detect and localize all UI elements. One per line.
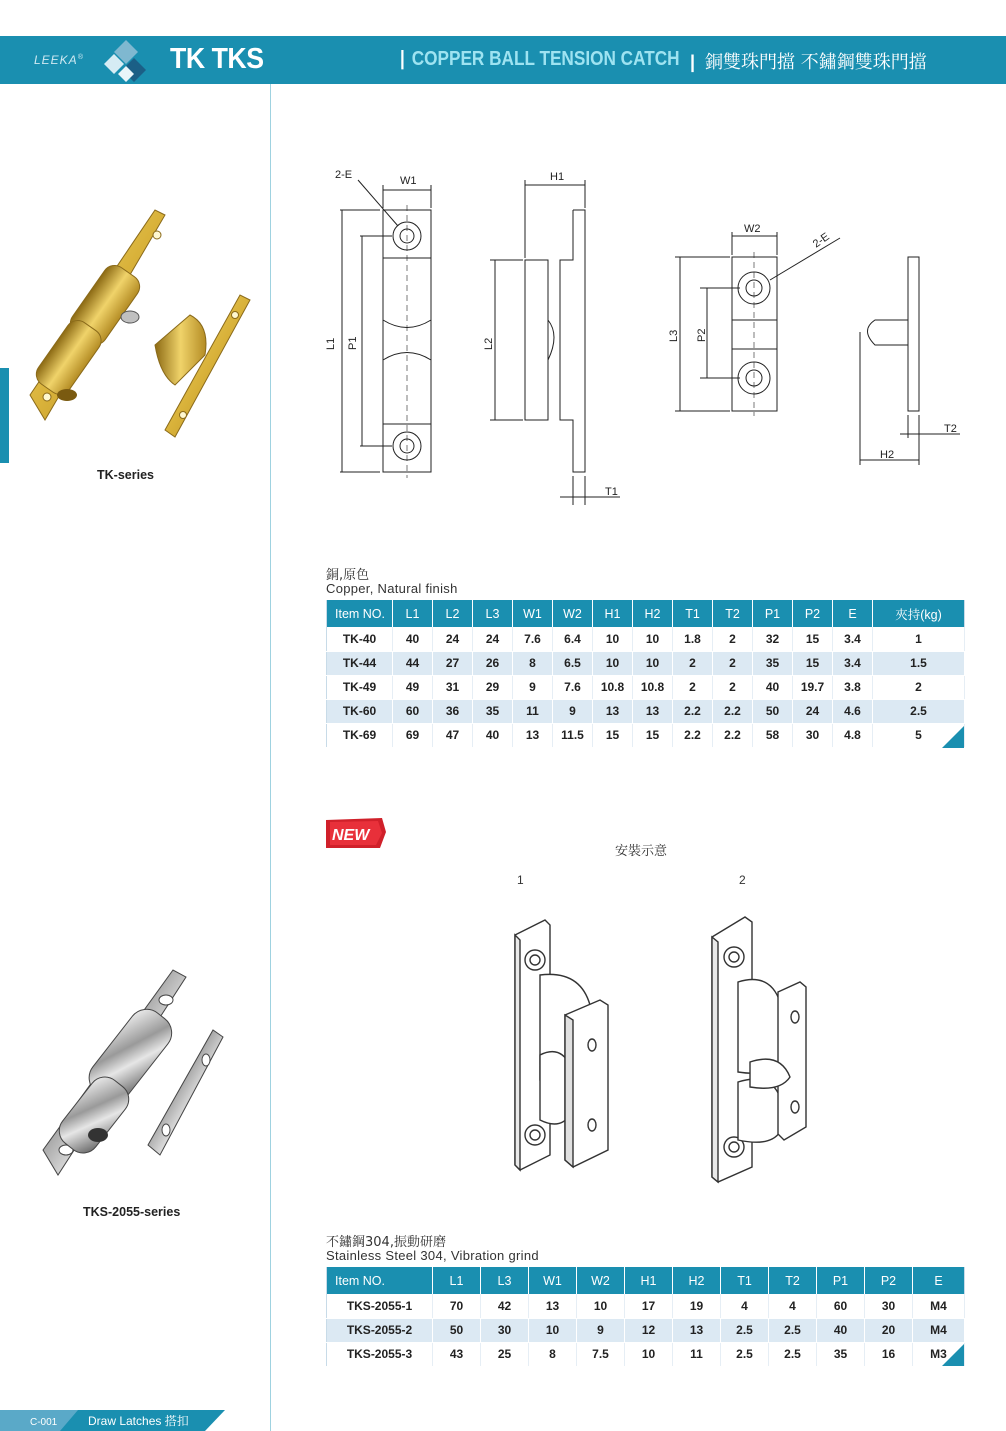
table-cell: 9 (577, 1318, 625, 1342)
table-cell: 20 (865, 1318, 913, 1342)
table-cell: 9 (553, 699, 593, 723)
table-cell: 60 (817, 1294, 865, 1318)
table-cell: 29 (473, 675, 513, 699)
table-cell: 4 (769, 1294, 817, 1318)
table-cell: 10 (593, 651, 633, 675)
table-cell: 2.5 (873, 699, 965, 723)
table-cell: 6.5 (553, 651, 593, 675)
table-row (327, 1342, 965, 1366)
table-cell: 15 (793, 651, 833, 675)
table-cell: 40 (393, 627, 433, 651)
new-badge (326, 818, 386, 850)
label-h2: H2 (880, 449, 895, 461)
table-cell: 42 (481, 1294, 529, 1318)
table-cell: 35 (817, 1342, 865, 1366)
table-cell: 2 (713, 627, 753, 651)
table-cell: 19.7 (793, 675, 833, 699)
table-cell: 5 (873, 723, 965, 747)
table-cell: 7.6 (513, 627, 553, 651)
table-cell: 1 (873, 627, 965, 651)
table-cell: 2 (873, 675, 965, 699)
label-w2: W2 (744, 223, 761, 235)
side-tab-marker (0, 368, 9, 463)
table-cell: 10.8 (593, 675, 633, 699)
label-h1: H1 (550, 171, 565, 183)
table-cell: 27 (433, 651, 473, 675)
table-cell: 15 (633, 723, 673, 747)
column-header: P2 (865, 1267, 913, 1294)
table-cell: 8 (513, 651, 553, 675)
column-header: P2 (793, 600, 833, 627)
table-cell: 11 (513, 699, 553, 723)
column-header: P1 (817, 1267, 865, 1294)
table-cell: 58 (753, 723, 793, 747)
install-diagram-1 (500, 915, 620, 1175)
table-cell: 2.5 (769, 1318, 817, 1342)
table-row (327, 627, 965, 651)
label-l1: L1 (325, 337, 337, 350)
tk-series-product-image (25, 205, 255, 440)
table-cell: 50 (433, 1318, 481, 1342)
column-header: T1 (673, 600, 713, 627)
table-cell: 6.4 (553, 627, 593, 651)
table-cell: 40 (817, 1318, 865, 1342)
table-cell: 11 (673, 1342, 721, 1366)
table-cell: 25 (481, 1342, 529, 1366)
column-header: E (833, 600, 873, 627)
column-header: T2 (713, 600, 753, 627)
label-p2: P2 (696, 328, 708, 342)
tk-series-label: TK-series (97, 468, 154, 482)
column-header: E (913, 1267, 965, 1294)
table-cell: 32 (753, 627, 793, 651)
table-cell: 19 (673, 1294, 721, 1318)
column-header: W2 (577, 1267, 625, 1294)
table-cell: 13 (633, 699, 673, 723)
table-cell: 35 (473, 699, 513, 723)
technical-drawing (320, 160, 980, 510)
table-cell: 3.4 (833, 651, 873, 675)
table-cell: TK-40 (327, 627, 393, 651)
table-cell: 2.2 (673, 723, 713, 747)
table-cell: 13 (529, 1294, 577, 1318)
brand-logo: LEEKA® (34, 53, 84, 67)
table-cell: 44 (393, 651, 433, 675)
table-cell: 30 (481, 1318, 529, 1342)
column-header: L1 (433, 1267, 481, 1294)
table-cell: 30 (865, 1294, 913, 1318)
table-row (327, 1294, 965, 1318)
column-header: Item NO. (327, 600, 393, 627)
table-cell: 10 (593, 627, 633, 651)
column-header: H2 (633, 600, 673, 627)
table-cell: 13 (513, 723, 553, 747)
table-cell: TKS-2055-1 (327, 1294, 433, 1318)
table-cell: 10 (633, 627, 673, 651)
table2-corner-mark (942, 1344, 964, 1366)
table-cell: 24 (793, 699, 833, 723)
column-header: Item NO. (327, 1267, 433, 1294)
table-cell: 26 (473, 651, 513, 675)
table-header-row (327, 1267, 965, 1294)
table-cell: 31 (433, 675, 473, 699)
table-cell: 7.6 (553, 675, 593, 699)
stainless-spec-table (326, 1267, 965, 1367)
table-cell: 2.5 (721, 1342, 769, 1366)
label-l2: L2 (483, 337, 495, 350)
table-row (327, 675, 965, 699)
table-cell: 50 (753, 699, 793, 723)
table-cell: 2 (673, 651, 713, 675)
table2-title-zh: 不鏽鋼304,振動研磨 (326, 1235, 446, 1250)
table-cell: TK-69 (327, 723, 393, 747)
label-w1: W1 (400, 175, 417, 187)
page-code: C-001 (30, 1417, 58, 1428)
table-cell: 7.5 (577, 1342, 625, 1366)
table-cell: 8 (529, 1342, 577, 1366)
table-cell: 1.8 (673, 627, 713, 651)
title-chinese: | 銅雙珠門擋 不鏽鋼雙珠門擋 (690, 52, 927, 73)
table-cell: 13 (673, 1318, 721, 1342)
label-2e-strike: 2-E (810, 230, 832, 251)
tks-series-label: TKS-2055-series (83, 1205, 181, 1219)
table-cell: M3 (913, 1342, 965, 1366)
table-cell: M4 (913, 1318, 965, 1342)
table-cell: TKS-2055-3 (327, 1342, 433, 1366)
table1-title-en: Copper, Natural finish (326, 581, 458, 596)
table-cell: 2.5 (721, 1318, 769, 1342)
table-cell: 35 (753, 651, 793, 675)
table-cell: TK-60 (327, 699, 393, 723)
copper-spec-table (326, 600, 965, 748)
table-cell: 10 (625, 1342, 673, 1366)
table-cell: 12 (625, 1318, 673, 1342)
table-cell: 43 (433, 1342, 481, 1366)
table-cell: 2 (713, 675, 753, 699)
table-cell: 2.2 (713, 723, 753, 747)
column-header: T1 (721, 1267, 769, 1294)
column-divider (270, 84, 271, 1431)
table-cell: TK-49 (327, 675, 393, 699)
table-cell: 2.2 (713, 699, 753, 723)
table-header-row (327, 600, 965, 627)
table-cell: 15 (593, 723, 633, 747)
footer-badge (0, 1410, 225, 1431)
table-row (327, 1318, 965, 1342)
table-cell: 13 (593, 699, 633, 723)
table-cell: 1.5 (873, 651, 965, 675)
table-cell: 11.5 (553, 723, 593, 747)
label-t2: T2 (944, 423, 957, 435)
title-english: | COPPER BALL TENSION CATCH (400, 48, 680, 70)
table-cell: 47 (433, 723, 473, 747)
table-cell: 60 (393, 699, 433, 723)
label-p1: P1 (347, 336, 359, 350)
table-cell: M4 (913, 1294, 965, 1318)
table-cell: TKS-2055-2 (327, 1318, 433, 1342)
column-header: T2 (769, 1267, 817, 1294)
table-cell: 10 (529, 1318, 577, 1342)
label-l3: L3 (668, 329, 680, 342)
svg-text:NEW: NEW (332, 827, 370, 844)
table-cell: 2.2 (673, 699, 713, 723)
table-cell: 10 (633, 651, 673, 675)
install-diagram-2 (700, 912, 820, 1187)
table-cell: 40 (753, 675, 793, 699)
diamond-logo-icon (104, 38, 148, 82)
table-cell: 69 (393, 723, 433, 747)
table-cell: 17 (625, 1294, 673, 1318)
table-cell: 15 (793, 627, 833, 651)
column-header: W1 (513, 600, 553, 627)
model-title: TK TKS (170, 43, 264, 75)
table1-title-zh: 銅,原色 (326, 568, 370, 583)
table-row (327, 723, 965, 747)
table-cell: 70 (433, 1294, 481, 1318)
table-cell: 3.4 (833, 627, 873, 651)
column-header: L3 (481, 1267, 529, 1294)
table-row (327, 651, 965, 675)
label-2e: 2-E (335, 169, 353, 181)
table-row (327, 699, 965, 723)
table-cell: 36 (433, 699, 473, 723)
column-header: W2 (553, 600, 593, 627)
table-cell: 40 (473, 723, 513, 747)
table-cell: 2.5 (769, 1342, 817, 1366)
header-band (0, 36, 1006, 84)
table-cell: 2 (713, 651, 753, 675)
table-cell: 30 (793, 723, 833, 747)
column-header: H2 (673, 1267, 721, 1294)
table-cell: 10.8 (633, 675, 673, 699)
table-cell: 16 (865, 1342, 913, 1366)
table2-title-en: Stainless Steel 304, Vibration grind (326, 1248, 539, 1263)
table-cell: 4.8 (833, 723, 873, 747)
table-cell: 49 (393, 675, 433, 699)
install-diagram-title: 安裝示意 (615, 844, 668, 859)
column-header: L1 (393, 600, 433, 627)
table1-corner-mark (942, 726, 964, 748)
table-cell: 4 (721, 1294, 769, 1318)
table-cell: 24 (433, 627, 473, 651)
column-header: W1 (529, 1267, 577, 1294)
column-header: L3 (473, 600, 513, 627)
column-header: H1 (593, 600, 633, 627)
column-header: 夾持(kg) (873, 600, 965, 627)
table-cell: 2 (673, 675, 713, 699)
install-step-1: 1 (517, 873, 524, 887)
column-header: H1 (625, 1267, 673, 1294)
table-cell: 3.8 (833, 675, 873, 699)
table-cell: 9 (513, 675, 553, 699)
tks-series-product-image (38, 965, 228, 1185)
table-cell: 4.6 (833, 699, 873, 723)
table-cell: 10 (577, 1294, 625, 1318)
column-header: P1 (753, 600, 793, 627)
table-cell: 24 (473, 627, 513, 651)
table-cell: TK-44 (327, 651, 393, 675)
column-header: L2 (433, 600, 473, 627)
install-step-2: 2 (739, 873, 746, 887)
label-t1: T1 (605, 486, 618, 498)
section-name: Draw Latches 搭扣 (88, 1414, 189, 1428)
